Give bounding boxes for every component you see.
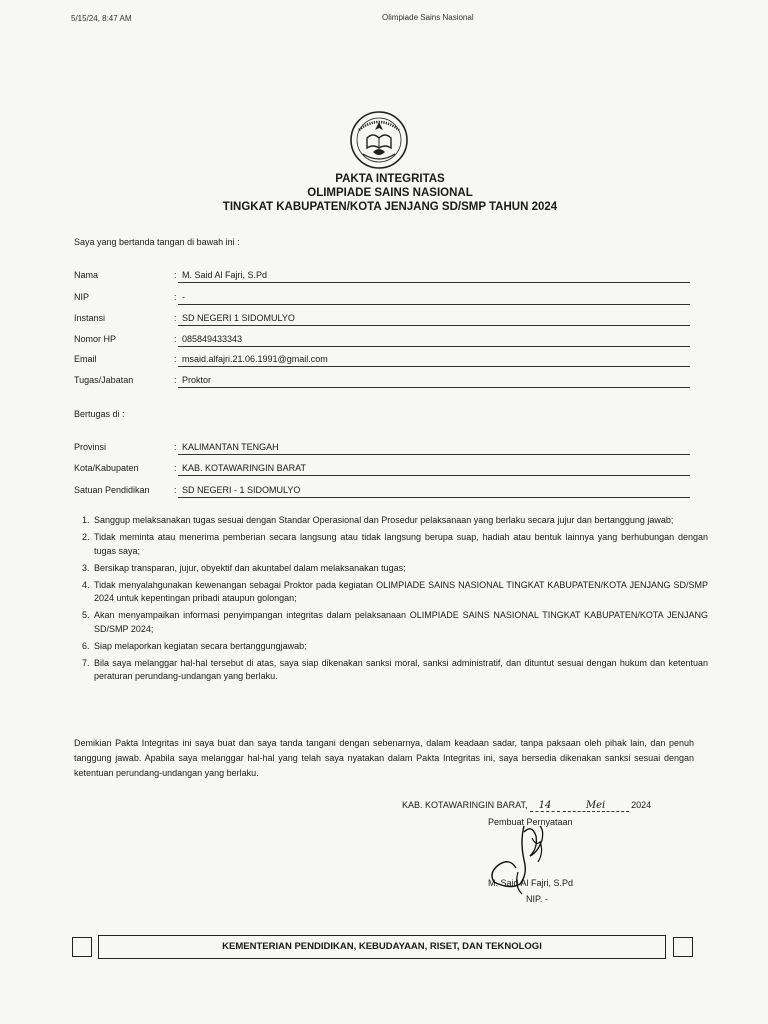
- field-tugas-jabatan: [74, 375, 690, 389]
- field-underline: [178, 454, 690, 455]
- field-label: Provinsi: [74, 442, 107, 452]
- signer-name: M. Said Al Fajri, S.Pd: [488, 878, 574, 888]
- field-value: KALIMANTAN TENGAH: [182, 442, 279, 452]
- field-underline: [178, 366, 690, 367]
- field-colon: :: [174, 485, 177, 495]
- field-colon: :: [174, 313, 177, 323]
- field-value: SD NEGERI 1 SIDOMULYO: [182, 313, 295, 323]
- tut-wuri-handayani-logo-icon: [345, 108, 413, 172]
- field-label: Nomor HP: [74, 334, 117, 344]
- field-colon: :: [174, 354, 177, 364]
- field-nip: [74, 292, 690, 306]
- print-page-title: Olimpiade Sains Nasional: [382, 13, 474, 22]
- field-colon: :: [174, 334, 177, 344]
- list-item: 6. Siap melaporkan kegiatan secara bertanggungjawab;: [92, 640, 708, 654]
- intro-text: Saya yang bertanda tangan di bawah ini :: [74, 237, 240, 247]
- field-value: SD NEGERI - 1 SIDOMULYO: [182, 485, 301, 495]
- year: 2024: [631, 800, 652, 810]
- footer-right-box: [673, 937, 693, 957]
- field-label: Satuan Pendidikan: [74, 485, 150, 495]
- field-label: Kota/Kabupaten: [74, 463, 139, 473]
- bertugas-label: Bertugas di :: [74, 409, 125, 419]
- field-colon: :: [174, 292, 177, 302]
- signer-nip: NIP. -: [526, 894, 548, 904]
- field-underline: [178, 325, 690, 326]
- field-provinsi: [74, 442, 690, 456]
- print-datetime: 5/15/24, 8:47 AM: [71, 14, 132, 23]
- field-value: 085849433343: [182, 334, 243, 344]
- field-underline: [178, 282, 690, 283]
- list-item: 7. Bila saya melanggar hal-hal tersebut di atas, saya siap dikenakan sanksi moral, sanksi administratif, dan dituntut sesuai dengan hukum dan ketentuan peraturan perundang-undangan yang berlaku.: [92, 657, 708, 684]
- field-underline: [178, 387, 690, 388]
- closing-paragraph: Demikian Pakta Integritas ini saya buat dan saya tanda tangani dengan sebenarnya, dalam keadaan sadar, tanpa paksaan oleh pihak lain, dan penuh tanggung jawab. Apabila saya melanggar hal-hal yang telah saya nyatakan dalam Pakta Integritas ini, saya bersedia dikenakan sanksi sesuai dengan ketentuan perundang-undangan yang berlaku.: [74, 738, 694, 778]
- field-underline: [178, 497, 690, 498]
- footer-left-box: [72, 937, 92, 957]
- commitment-list: [76, 514, 708, 687]
- field-value: KAB. KOTAWARINGIN BARAT: [182, 463, 307, 473]
- heading-title: PAKTA INTEGRITAS: [335, 173, 445, 185]
- field-kota-kabupaten: [74, 463, 690, 477]
- field-colon: :: [174, 442, 177, 452]
- field-value: -: [182, 292, 185, 302]
- field-satuan-pendidikan: [74, 485, 690, 499]
- list-item: 2. Tidak meminta atau menerima pemberian secara langsung atau tidak langsung berupa suap, hadiah atau bentuk lainnya yang berhubungan dengan tugas saya;: [92, 531, 708, 558]
- signer-role: Pembuat Pernyataan: [488, 817, 573, 827]
- field-label: Nama: [74, 270, 99, 280]
- list-item: 3. Bersikap transparan, jujur, obyektif dan akuntabel dalam melaksanakan tugas;: [92, 562, 708, 576]
- field-label: Tugas/Jabatan: [74, 375, 134, 385]
- field-label: Instansi: [74, 313, 106, 323]
- field-value: M. Said Al Fajri, S.Pd: [182, 270, 268, 280]
- list-item: 5. Akan menyampaikan informasi penyimpangan integritas dalam pelaksanaan OLIMPIADE SAINS NASIONAL TINGKAT KABUPATEN/KOTA JENJANG SD/SMP 2024;: [92, 609, 708, 636]
- field-underline: [178, 346, 690, 347]
- footer-ministry: KEMENTERIAN PENDIDIKAN, KEBUDAYAAN, RISET, DAN TEKNOLOGI: [98, 935, 666, 959]
- field-value: msaid.alfajri.21.06.1991@gmail.com: [182, 354, 328, 364]
- field-underline: [178, 304, 690, 305]
- field-label: NIP: [74, 292, 90, 302]
- field-nama: [74, 270, 690, 284]
- field-nomor-hp: [74, 334, 690, 348]
- field-colon: :: [174, 375, 177, 385]
- field-label: Email: [74, 354, 97, 364]
- handwritten-month: Mei: [585, 800, 606, 811]
- handwritten-day: 14: [538, 800, 552, 811]
- list-item: 1. Sanggup melaksanakan tugas sesuai dengan Standar Operasional dan Prosedur pelaksanaan yang berlaku secara jujur dan bertanggung jawab;: [92, 514, 708, 528]
- handwritten-signature-icon: [480, 812, 570, 902]
- field-instansi: [74, 313, 690, 327]
- heading-subtitle: OLIMPIADE SAINS NASIONAL: [307, 187, 473, 199]
- heading-level: TINGKAT KABUPATEN/KOTA JENJANG SD/SMP TAHUN 2024: [222, 201, 558, 213]
- place-name: KAB. KOTAWARINGIN BARAT,: [402, 800, 528, 810]
- document-heading: [150, 172, 630, 214]
- place-date: [402, 800, 651, 812]
- field-email: [74, 354, 690, 368]
- field-colon: :: [174, 270, 177, 280]
- field-value: Proktor: [182, 375, 212, 385]
- field-underline: [178, 475, 690, 476]
- list-item: 4. Tidak menyalahgunakan kewenangan sebagai Proktor pada kegiatan OLIMPIADE SAINS NASIONAL TINGKAT KABUPATEN/KOTA JENJANG SD/SMP 2024 untuk kepentingan pribadi ataupun golongan;: [92, 579, 708, 606]
- field-colon: :: [174, 463, 177, 473]
